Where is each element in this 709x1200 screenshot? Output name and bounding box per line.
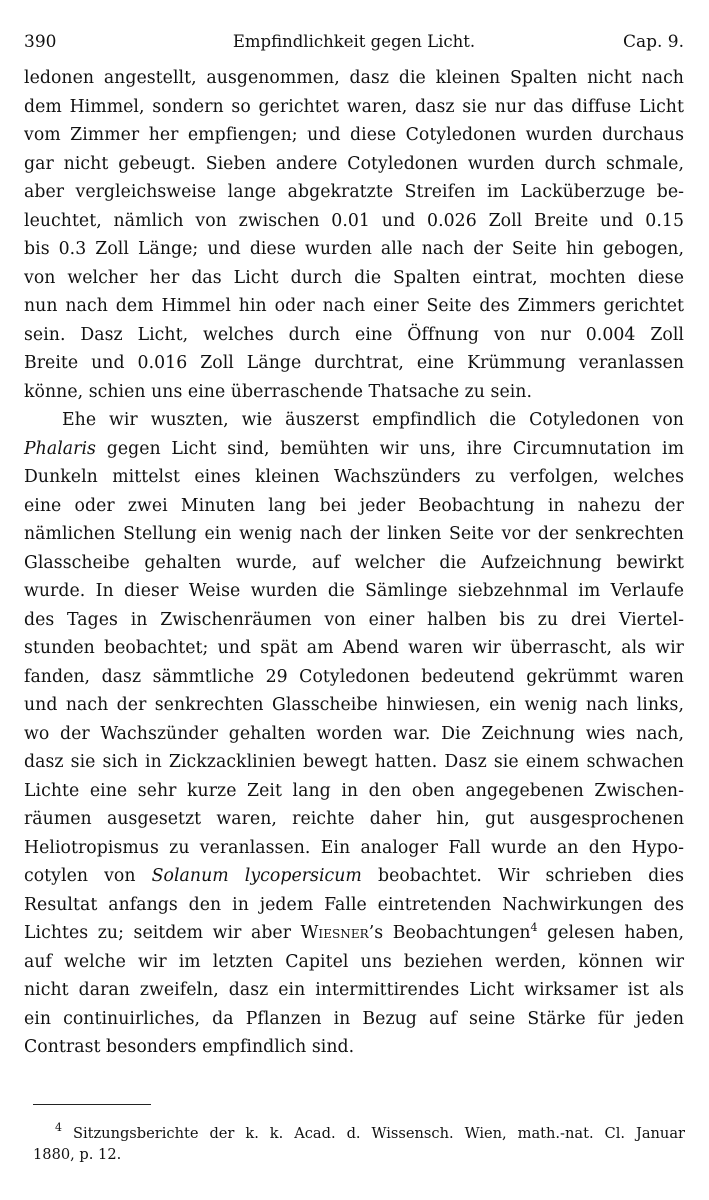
text-line: vom Zimmer her empfiengen; und diese Cotyledonen wurden durchaus bbox=[24, 125, 684, 145]
text-line: Ehe wir wuszten, wie äuszerst empfindlich die Cotyledonen von bbox=[62, 410, 684, 430]
body-text bbox=[24, 64, 684, 1062]
footnote-divider bbox=[33, 1104, 151, 1105]
text-line: Lichte eine sehr kurze Zeit lang in den oben angegebenen Zwischen- bbox=[24, 780, 684, 801]
footnote bbox=[33, 1123, 685, 1165]
footnote-text: Sitzungsberichte der k. k. Acad. d. Wissensch. Wien, math.-nat. Cl. Januar bbox=[72, 1125, 685, 1142]
running-head bbox=[24, 30, 684, 64]
text-line: gar nicht gebeugt. Sieben andere Cotyledonen wurden durch schmale, bbox=[24, 153, 684, 174]
text-line: sein. Dasz Licht, welches durch eine Öffnung von nur 0.004 Zoll bbox=[24, 324, 684, 345]
text-line: aber vergleichsweise lange abgekratzte Streifen im Lacküberzuge be- bbox=[24, 182, 684, 202]
footnote-line bbox=[33, 1123, 685, 1144]
page-number: 390 bbox=[24, 32, 57, 52]
running-title: Empfindlichkeit gegen Licht. bbox=[232, 32, 476, 51]
text-line: ein continuirliches, da Pflanzen in Bezug auf seine Stärke für jeden bbox=[24, 1008, 684, 1029]
footnote-line: 1880, p. 12. bbox=[33, 1146, 122, 1163]
text-line: Breite und 0.016 Zoll Länge durchtrat, eine Krümmung veranlassen bbox=[24, 353, 684, 373]
text-line: auf welche wir im letzten Capitel uns beziehen werden, können wir bbox=[24, 951, 684, 972]
text-line: Heliotropismus zu veranlassen. Ein analoger Fall wurde an den Hypo- bbox=[24, 837, 684, 858]
book-page bbox=[24, 30, 684, 1062]
text-line: leuchtet, nämlich von zwischen 0.01 und 0.026 Zoll Breite und 0.15 bbox=[24, 210, 684, 231]
text-line: wurde. In dieser Weise wurden die Sämlinge siebzehnmal im Verlaufe bbox=[24, 581, 684, 601]
text-fragment: gegen Licht sind, bemühten wir uns, ihre Circumnutation im bbox=[106, 438, 685, 459]
text-line: bis 0.3 Zoll Länge; und diese wurden alle nach der Seite hin gebogen, bbox=[24, 239, 684, 259]
text-line: nun nach dem Himmel hin oder nach einer Seite des Zimmers gerichtet bbox=[24, 296, 684, 316]
text-line: eine oder zwei Minuten lang bei jeder Beobachtung in nahezu der bbox=[24, 495, 684, 516]
text-line: fanden, dasz sämmtliche 29 Cotyledonen bedeutend gekrümmt waren bbox=[24, 666, 684, 687]
text-line: wo der Wachszünder gehalten worden war. Die Zeichnung wies nach, bbox=[24, 723, 684, 744]
text-line: nämlichen Stellung ein wenig nach der linken Seite vor der senkrechten bbox=[24, 524, 684, 544]
text-line-composite bbox=[24, 862, 684, 891]
text-line: Dunkeln mittelst eines kleinen Wachszünders zu verfolgen, welches bbox=[24, 467, 684, 487]
text-line: räumen ausgesetzt waren, reichte daher hin, gut ausgesprochenen bbox=[24, 809, 684, 829]
footnote-marker: 4 bbox=[55, 1121, 62, 1134]
text-line: nicht daran zweifeln, dasz ein intermittirendes Licht wirksamer ist als bbox=[24, 980, 684, 1000]
text-line: Glasscheibe gehalten wurde, auf welcher die Aufzeichnung bewirkt bbox=[24, 552, 684, 573]
text-line: ledonen angestellt, ausgenommen, dasz die kleinen Spalten nicht nach bbox=[24, 68, 684, 88]
text-line: Contrast besonders empfindlich sind. bbox=[24, 1037, 355, 1057]
text-line: könne, schien uns eine überraschende Thatsache zu sein. bbox=[24, 381, 533, 402]
text-line: stunden beobachtet; und spät am Abend waren wir überrascht, als wir bbox=[24, 638, 684, 658]
species-name-solanum: Solanum lycopersicum bbox=[151, 866, 362, 886]
text-line: dem Himmel, sondern so gerichtet waren, dasz sie nur das diffuse Licht bbox=[24, 96, 684, 117]
text-line: des Tages in Zwischenräumen von einer halben bis zu drei Viertel- bbox=[24, 609, 684, 630]
chapter-label: Cap. 9. bbox=[622, 32, 684, 52]
text-line: und nach der senkrechten Glasscheibe hinwiesen, ein wenig nach links, bbox=[24, 695, 684, 715]
species-name-phalaris: Phalaris bbox=[24, 438, 96, 459]
text-line-composite bbox=[24, 919, 684, 948]
text-fragment: ’s Beobachtungen bbox=[368, 923, 531, 943]
text-fragment: beobachtet. Wir schrieben dies bbox=[377, 866, 685, 886]
text-fragment: gelesen haben, bbox=[547, 923, 684, 943]
text-line-composite bbox=[24, 435, 684, 464]
text-line: Resultat anfangs den in jedem Falle eintretenden Nachwirkungen des bbox=[24, 894, 684, 915]
text-fragment: Lichtes zu; seitdem wir aber bbox=[24, 923, 292, 943]
footnote-reference[interactable]: 4 bbox=[530, 921, 538, 934]
text-line: von welcher her das Licht durch die Spalten eintrat, mochten diese bbox=[24, 267, 684, 288]
text-fragment: cotylen von bbox=[24, 866, 136, 886]
author-name-wiesner: Wiesner bbox=[300, 923, 369, 943]
text-line: dasz sie sich in Zickzacklinien bewegt hatten. Dasz sie einem schwachen bbox=[24, 752, 684, 772]
